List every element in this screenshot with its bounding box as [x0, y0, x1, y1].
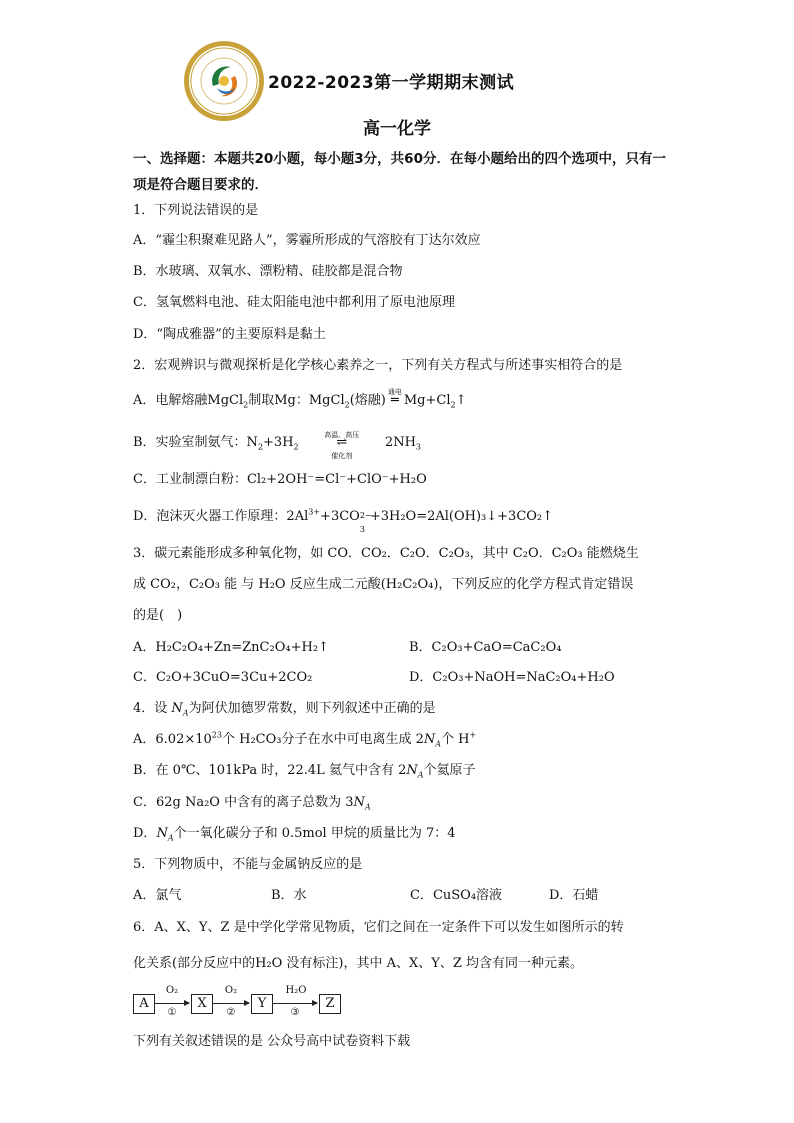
flow-step-2: ②: [226, 1007, 236, 1018]
exam-subject: 高一化学: [363, 119, 431, 139]
q2-option-a: A．电解熔融MgCl$_2$制取Mg：MgCl$_2$(熔融) 通电 ═ $Mg+Cl_2↑$: [133, 388, 467, 410]
q4-option-b: B．在 0℃、101kPa 时，22.4L 氦气中含有 $2N_A$个氦原子: [133, 763, 476, 780]
q4-stem: 4．设 $N_A$为阿伏加德罗常数，则下列叙述中正确的是: [133, 701, 436, 718]
q3-stem-line3: 的是( ): [133, 608, 183, 623]
flow-arrow-3: [273, 1003, 317, 1004]
q6-question: 下列有关叙述错误的是 公众号高中试卷资料下载: [133, 1034, 411, 1049]
flow-step-1: ①: [167, 1007, 177, 1018]
flow-reagent-1: O₂: [165, 985, 179, 996]
q2-option-c: C．工业制漂白粉：Cl₂+2OH⁻=Cl⁻+ClO⁻+H₂O: [133, 472, 427, 487]
q4-option-a: A．$6.02\times 10^{23}$个 H₂CO₃分子在水中可电离生成 $2N_A$个 H+: [133, 730, 477, 749]
q1-stem: 1．下列说法错误的是: [133, 203, 259, 218]
q6-stem-line1: 6．A、X、Y、Z 是中学化学常见物质，它们之间在一定条件下可以发生如图所示的转: [133, 920, 624, 935]
q3-option-a: A．H₂C₂O₄+Zn=ZnC₂O₄+H₂↑: [133, 640, 329, 655]
q5-option-c: C．CuSO₄溶液: [410, 888, 503, 903]
flow-step-3: ③: [290, 1007, 300, 1018]
q5-option-d: D．石蜡: [549, 888, 599, 903]
q2-stem: 2．宏观辨识与微观探析是化学核心素养之一，下列有关方程式与所述事实相符合的是: [133, 358, 623, 373]
q5-stem: 5．下列物质中，不能与金属钠反应的是: [133, 857, 363, 872]
flow-reagent-3: H₂O: [285, 985, 307, 996]
q2-option-b: B．实验室制氨气：$N_2+3H_2$ 高温、高压 ⇌ 催化剂 $2NH_3$: [133, 431, 421, 460]
flow-node-y: Y: [251, 994, 273, 1014]
flow-node-z: Z: [319, 994, 341, 1014]
q1-option-c: C．氢氧燃料电池、硅太阳能电池中都利用了原电池原理: [133, 295, 455, 310]
reaction-flow-diagram: [133, 985, 353, 1024]
q5-option-b: B．水: [271, 888, 307, 903]
q1-option-b: B．水玻璃、双氧水、漂粉精、硅胶都是混合物: [133, 264, 403, 279]
q1-option-a: A．“霾尘积聚难见路人”，雾霾所形成的气溶胶有丁达尔效应: [133, 233, 481, 248]
q5-option-a: A．氯气: [133, 888, 182, 903]
q4-option-d: D．$N_A$个一氧化碳分子和 0.5mol 甲烷的质量比为 7：4: [133, 826, 456, 843]
school-logo-icon: [183, 40, 265, 122]
flow-node-a: A: [133, 994, 155, 1014]
flow-arrow-1: [155, 1003, 189, 1004]
q6-stem-line2: 化关系(部分反应中的H₂O 没有标注)，其中 A、X、Y、Z 均含有同一种元素。: [133, 956, 584, 971]
section-heading: 一、选择题：本题共20小题，每小题3分，共60分．在每小题给出的四个选项中，只有一项是符合题目要求的．: [133, 151, 666, 193]
q3-option-b: B．C₂O₃+CaO=CaC₂O₄: [409, 640, 562, 655]
q3-stem-line1: 3．碳元素能形成多种氧化物，如 CO．CO₂．C₂O．C₂O₃，其中 C₂O．C₂O₃ 能燃烧生: [133, 546, 639, 561]
exam-title: 2022-2023第一学期期末测试: [268, 73, 515, 93]
flow-arrow-2: [213, 1003, 249, 1004]
q3-option-c: C．C₂O+3CuO=3Cu+2CO₂: [133, 670, 313, 685]
q2-option-d: D．泡沫灭火器工作原理：$2Al^{3+}+3CO$ 2− 3 +3H₂O=2Al(OH)₃↓+3CO₂↑: [133, 507, 554, 534]
q3-stem-line2: 成 CO₂，C₂O₃ 能 与 H₂O 反应生成二元酸(H₂C₂O₄)，下列反应的化学方程式肯定错误: [133, 577, 634, 592]
q4-option-c: C．62g Na₂O 中含有的离子总数为 $3N_A$: [133, 795, 371, 812]
q3-option-d: D．C₂O₃+NaOH=NaC₂O₄+H₂O: [409, 670, 615, 685]
flow-reagent-2: O₂: [224, 985, 238, 996]
flow-node-x: X: [191, 994, 213, 1014]
q1-option-d: D．“陶成雅器”的主要原料是黏土: [133, 327, 326, 342]
